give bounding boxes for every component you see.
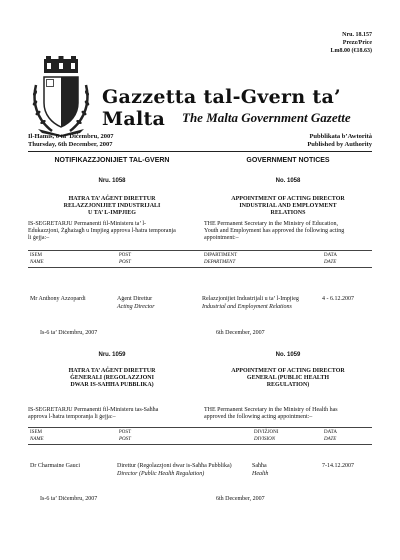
- table-row-post-en: Director (Public Health Regulation): [117, 471, 205, 477]
- issue-number: Nru. 18.157: [342, 32, 372, 38]
- table-head-post-en: POST: [119, 437, 131, 442]
- table-row-dept-en: Industrial and Employment Relations: [202, 304, 292, 310]
- price-value: Lm8.00 (€18.63): [330, 48, 372, 54]
- table-head-division-mt: DIVIŻJONI: [254, 430, 279, 435]
- table-head-name-mt: ISEM: [30, 253, 42, 258]
- table-head-date-en: DATE: [324, 260, 337, 265]
- table-row-dept-mt: Relazzjonijiet Industrijali u ta’ l-Impjieg: [202, 296, 299, 302]
- table-header-rule: [28, 444, 372, 445]
- signature-date-maltese: Is-6 ta’ Diċembru, 2007: [40, 330, 98, 336]
- table-row-post-mt: Direttur (Regolazzjoni dwar is-Saħħa Pubblika): [117, 463, 232, 469]
- table-row-name: Dr Charmaine Gauci: [30, 463, 80, 469]
- gazette-title-maltese: Gazzetta tal-Gvern ta’ Malta: [102, 86, 341, 130]
- notice-heading-maltese: ĦATRA TA’ AĠENT DIRETTUR RELAZZJONIJIET INDUSTRIJALI U TA’ L-IMPJIEG: [63, 196, 161, 217]
- table-head-dept-mt: DIPARTIMENT: [204, 253, 238, 258]
- notice-number-maltese: Nru. 1059: [98, 352, 126, 358]
- table-head-dept-en: DEPARTMENT: [204, 260, 236, 265]
- table-head-date-en: DATE: [324, 437, 337, 442]
- table-head-date-mt: DATA: [324, 253, 337, 258]
- price-label: Prezz/Price: [342, 40, 372, 46]
- column-title-english: GOVERNMENT NOTICES: [246, 157, 330, 164]
- table-row-post-mt: Aġent Direttur: [117, 296, 153, 302]
- table-head-name-en: NAME: [30, 260, 44, 265]
- table-head-post-mt: POST: [119, 430, 132, 435]
- gazette-title-english: The Malta Government Gazette: [182, 110, 351, 125]
- signature-date-english: 6th December, 2007: [216, 330, 265, 336]
- notice-number-maltese: Nru. 1058: [98, 178, 126, 184]
- notice-body-maltese: IS-SEGRETARJU Permanenti fil-Ministeru ta’ l- Edukazzjoni, Żgħażagħ u Impjieg approva l-ħatra temporanja li ġejja:–: [28, 221, 176, 242]
- notice-body-english: THE Permanent Secretary in the Ministry of Education, Youth and Employment has approved the following acting appointment:–: [204, 221, 345, 242]
- notice-number-english: No. 1059: [275, 352, 301, 358]
- table-head-division-en: DIVISION: [254, 437, 276, 442]
- table-row-division-en: Health: [252, 471, 269, 477]
- published-maltese: Pubblikata b’Awtorità: [309, 133, 372, 140]
- table-head-post-en: POST: [119, 260, 131, 265]
- header-rule: [28, 151, 372, 152]
- column-title-maltese: NOTIFIKAZZJONIJIET TAL-GVERN: [54, 157, 170, 164]
- date-maltese: Il-Ħamis, 6 ta’ Diċembru, 2007: [28, 133, 114, 140]
- table-row-division-mt: Saħħa: [252, 463, 267, 469]
- date-english: Thursday, 6th December, 2007: [28, 141, 113, 148]
- table-top-rule: [28, 250, 372, 251]
- notice-body-english: THE Permanent Secretary in the Ministry of Health has approved the following acting appointment:–: [204, 407, 338, 421]
- table-head-date-mt: DATA: [324, 430, 337, 435]
- table-head-name-en: NAME: [30, 437, 44, 442]
- table-row-name: Mr Anthony Azzopardi: [30, 296, 86, 302]
- table-row-post-en: Acting Director: [117, 304, 155, 310]
- signature-date-maltese: Is-6 ta’ Diċembru, 2007: [40, 496, 98, 502]
- signature-date-english: 6th December, 2007: [216, 496, 265, 502]
- coat-of-arms-emblem: [30, 55, 92, 137]
- table-header-rule: [28, 267, 372, 268]
- notice-heading-english: APPOINTMENT OF ACTING DIRECTOR GENERAL (PUBLIC HEALTH REGULATION): [231, 368, 345, 389]
- notice-heading-maltese: ĦATRA TA’ AĠENT DIRETTUR ĠENERALI (REGOLAZZJONI DWAR IS-SAĦĦA PUBBLIKA): [68, 368, 156, 389]
- table-row-date: 7-14.12.2007: [322, 463, 354, 469]
- table-top-rule: [28, 427, 372, 428]
- notice-body-maltese: IS-SEGRETARJU Permanenti fil-Ministeru tas-Saħħa approva l-ħatra temporanja li ġejja:–: [28, 407, 159, 421]
- notice-heading-english: APPOINTMENT OF ACTING DIRECTOR INDUSTRIAL AND EMPLOYMENT RELATIONS: [231, 196, 345, 217]
- table-head-name-mt: ISEM: [30, 430, 42, 435]
- table-row-date: 4 - 6.12.2007: [322, 296, 354, 302]
- table-head-post-mt: POST: [119, 253, 132, 258]
- notice-number-english: No. 1058: [275, 178, 301, 184]
- published-english: Published by Authority: [307, 141, 372, 148]
